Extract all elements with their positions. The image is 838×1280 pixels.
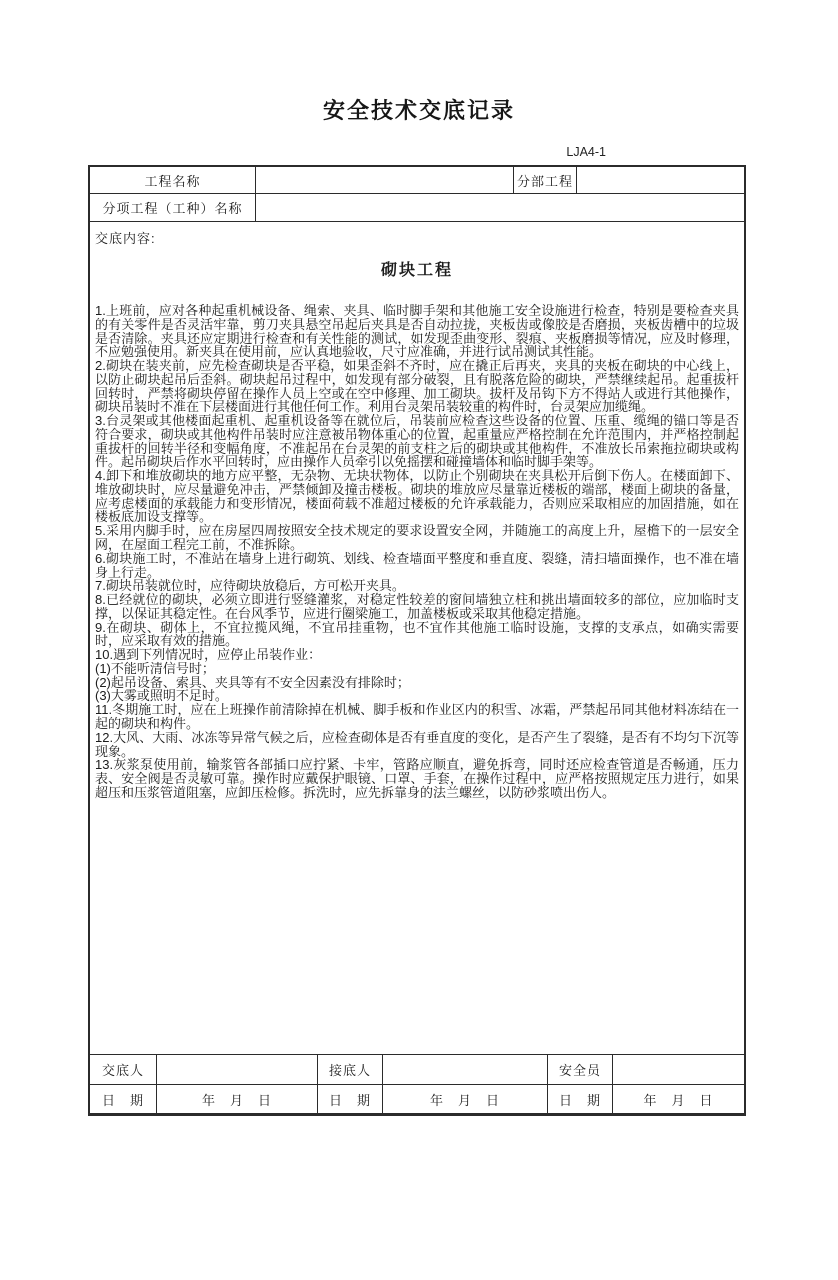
receiver-value[interactable] <box>383 1055 548 1084</box>
content-heading: 砌块工程 <box>380 262 453 279</box>
subitem-label: 分项工程（工种）名称 <box>90 194 256 221</box>
content-item-10-sub-2: (2)起吊设备、索具、夹具等有不安全因素没有排除时； <box>95 674 410 690</box>
content-item-5: 5.采用内脚手时，应在房屋四周按照安全技术规定的要求设置安全网，并随施工的高度上升，屋檐下的一层安全网，在屋面工程完工前，不准拆除。 <box>95 523 739 553</box>
header-row-1 <box>90 167 744 194</box>
content-item-13: 13.灰浆泵使用前，输浆管各部插口应拧紧、卡牢，管路应顺直，避免拆弯，同时还应检查管道是否畅通，压力表、安全阀是否灵敏可靠。操作时应戴保护眼镜、口罩、手套，在操作过程中，应严格按照规定压力进行，如果超压和压浆管道阻塞，应卸压检修。拆洗时，应先拆靠身的法兰螺丝，以防砂浆喷出伤人。 <box>95 757 739 800</box>
subitem-value[interactable] <box>256 194 744 221</box>
document-page <box>0 94 838 1116</box>
project-name-label: 工程名称 <box>90 167 256 193</box>
project-name-value[interactable] <box>256 167 514 193</box>
briefer-value[interactable] <box>157 1055 318 1084</box>
safety-officer-date-label: 日 期 <box>548 1085 613 1113</box>
content-item-10-sub-1: (1)不能听清信号时； <box>95 660 215 676</box>
content-item-1: 1.上班前，应对各种起重机械设备、绳索、夹具、临时脚手架和其他施工安全设施进行检查，特别是要检查夹具的有关零件是否灵活牢靠，剪刀夹具悬空吊起后夹具是否自动拉拢，夹板齿或像胶是否磨损，夹板齿槽中的垃圾是否清除。夹具还应定期进行检查和有关性能的测试，如发现歪曲变形、裂痕、夹板磨损等情况，应及时修理，不应勉强使用。新夹具在使用前，应认真地验收，尺寸应准确，并进行试吊测试其性能。 <box>95 303 739 360</box>
content-item-4: 4.卸下和堆放砌块的地方应平整，无杂物、无块状物体，以防止个别砌块在夹具松开后倒下伤人。在楼面卸下、堆放砌块时，应尽量避免冲击，严禁倾卸及撞击楼板。砌块的堆放应尽量靠近楼板的端部，楼面上砌块的备量，应考虑楼面的承载能力和变形情况，楼面荷载不准超过楼板的允许承载能力，否则应采取相应的加固措施，如在楼板底加设支撑等。 <box>95 468 739 525</box>
content-item-3: 3.台灵架或其他楼面起重机、起重机设备等在就位后，吊装前应检查这些设备的位置、压重、缆绳的锚口等是否符合要求，砌块或其他构件吊装时应注意被吊物体重心的位置，起重量应严格控制在允许范围内，并严格控制起重拔杆的回转半径和变幅角度，不准起吊在台灵架的前支柱之后的砌块或其他构件，不准放长吊索拖拉砌块或构件。起吊砌块后作水平回转时，应由操作人员牵引以免摇摆和碰撞墙体和临时脚手架等。 <box>95 413 739 470</box>
content-item-12: 12.大风、大雨、冰冻等异常气候之后，应检查砌体是否有垂直度的变化，是否产生了裂缝，是否有不均匀下沉等现象。 <box>95 729 739 759</box>
content-body <box>95 304 739 800</box>
division-label: 分部工程 <box>514 167 577 193</box>
division-value[interactable] <box>577 167 744 193</box>
content-item-8: 8.已经就位的砌块，必须立即进行竖缝灌浆，对稳定性较差的窗间墙独立柱和挑出墙面较多的部位，应加临时支撑，以保证其稳定性。在台风季节，应进行圈梁施工，加盖楼板或采取其他稳定措施。 <box>95 592 739 621</box>
content-item-10: 10.遇到下列情况时，应停止吊装作业： <box>95 647 322 663</box>
receiver-label: 接底人 <box>318 1055 383 1084</box>
signature-row <box>90 1055 744 1085</box>
content-item-11: 11.冬期施工时，应在上班操作前清除掉在机械、脚手板和作业区内的积雪、冰霜，严禁起吊同其他材料冻结在一起的砌块和构件。 <box>95 702 739 731</box>
content-item-2: 2.砌块在装夹前，应先检查砌块是否平稳，如果歪斜不齐时，应在撬正后再夹，夹具的夹板在砌块的中心线上，以防止砌块起吊后歪斜。砌块起吊过程中，如发现有部分破裂，且有脱落危险的砌块，严禁继续起吊。起重拔杆回转时，严禁将砌块停留在操作人员上空或在空中修理、加工砌块。拔杆及吊钩下方不得站人或进行其他操作，砌块吊装时不准在下层楼面进行其他任何工作。利用台灵架吊装较重的构件时，台灵架应加缆绳。 <box>95 358 739 415</box>
receiver-date-label: 日 期 <box>318 1085 383 1113</box>
header-row-2 <box>90 194 744 222</box>
disclosure-form <box>88 165 746 1116</box>
receiver-date-value[interactable]: 年 月 日 <box>383 1085 548 1113</box>
content-cell <box>90 222 744 1055</box>
content-item-7: 7.砌块吊装就位时，应待砌块放稳后，方可松开夹具。 <box>95 578 405 594</box>
briefer-date-label: 日 期 <box>90 1085 157 1113</box>
briefer-label: 交底人 <box>90 1055 157 1084</box>
page-title: 安全技术交底记录 <box>322 98 515 123</box>
safety-officer-date-value[interactable]: 年 月 日 <box>643 1092 714 1108</box>
safety-officer-value[interactable] <box>613 1055 744 1084</box>
content-section-label: 交底内容: <box>95 231 156 246</box>
safety-officer-label: 安全员 <box>548 1055 613 1084</box>
content-item-9: 9.在砌块、砌体上，不宜拉揽风绳，不宜吊挂重物，也不宜作其他施工临时设施，支撑的支承点，如确实需要时，应采取有效的措施。 <box>95 619 739 649</box>
content-item-6: 6.砌块施工时，不准站在墙身上进行砌筑、划线、检查墙面平整度和垂直度、裂缝，清扫墙面操作，也不准在墙身上行走。 <box>95 550 739 580</box>
form-code: LJA4-1 <box>566 145 606 159</box>
briefer-date-value[interactable]: 年 月 日 <box>157 1085 318 1113</box>
date-row <box>90 1085 744 1114</box>
content-item-10-sub-3: (3)大雾或照明不足时。 <box>95 688 228 704</box>
